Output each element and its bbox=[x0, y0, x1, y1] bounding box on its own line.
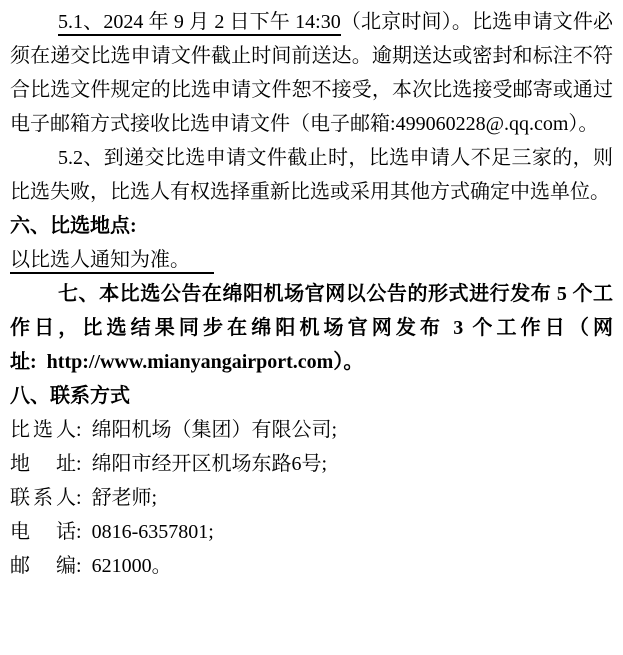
contact-colon: : bbox=[76, 453, 82, 475]
clause-7-suffix: ）。 bbox=[333, 351, 364, 373]
website-url: http://www.mianyangairport.com bbox=[46, 351, 334, 373]
contact-label: 地址 bbox=[10, 453, 76, 475]
clause-5-2: 5.2、到递交比选申请文件截止时，比选申请人不足三家的，则比选失败，比选人有权选择重新比选或采用其他方式确定中选单位。 bbox=[10, 147, 613, 203]
contact-value: 舒老师; bbox=[91, 487, 158, 509]
contact-colon: : bbox=[76, 419, 82, 441]
contact-row bbox=[10, 481, 613, 515]
section-heading-contact: 八、联系方式 bbox=[10, 385, 130, 407]
clause-5-1-body: （北京时间）。比选申请文件必须在递交比选申请文件截止时间前送达。逾期送达或密封和标注不符合比选文件规定的比选申请文件恕不接受，本次比选接受邮寄或通过电子邮箱方式接收比选申请文件（电子邮箱: bbox=[10, 11, 614, 135]
contact-label: 电话 bbox=[10, 521, 76, 543]
contact-row bbox=[10, 515, 613, 549]
clause-5-1 bbox=[10, 5, 613, 141]
contact-value: 621000。 bbox=[91, 555, 172, 577]
clause-7-prefix: 七、本比选公告在绵阳机场官网以公告的形式进行发布 5 个工作日，比选结果同步在绵阳机场官网发布 3 个工作日（网址: bbox=[10, 283, 613, 373]
contact-label: 联系人 bbox=[10, 487, 76, 509]
contact-row bbox=[10, 447, 613, 481]
contact-colon: : bbox=[76, 521, 82, 543]
contact-row bbox=[10, 413, 613, 447]
contact-colon: : bbox=[76, 487, 82, 509]
contact-colon: : bbox=[76, 555, 82, 577]
contact-value: 绵阳机场（集团）有限公司; bbox=[91, 419, 338, 441]
location-note-line bbox=[10, 243, 613, 277]
contact-value: 绵阳市经开区机场东路6号; bbox=[91, 453, 328, 475]
location-note: 以比选人通知为准。 bbox=[10, 249, 214, 274]
clause-5-1-tail: ）。 bbox=[568, 113, 599, 135]
contact-label: 邮编 bbox=[10, 555, 76, 577]
email-address: 499060228@.qq.com bbox=[395, 113, 569, 135]
contact-value: 0816-6357801; bbox=[91, 521, 214, 543]
contact-label: 比选人 bbox=[10, 419, 76, 441]
submission-deadline-text: 5.1、2024 年 9 月 2 日下午 14:30 bbox=[58, 11, 341, 36]
contact-list bbox=[10, 413, 613, 583]
section-heading-location: 六、比选地点: bbox=[10, 215, 137, 237]
clause-7 bbox=[10, 277, 613, 379]
contact-row bbox=[10, 549, 613, 583]
